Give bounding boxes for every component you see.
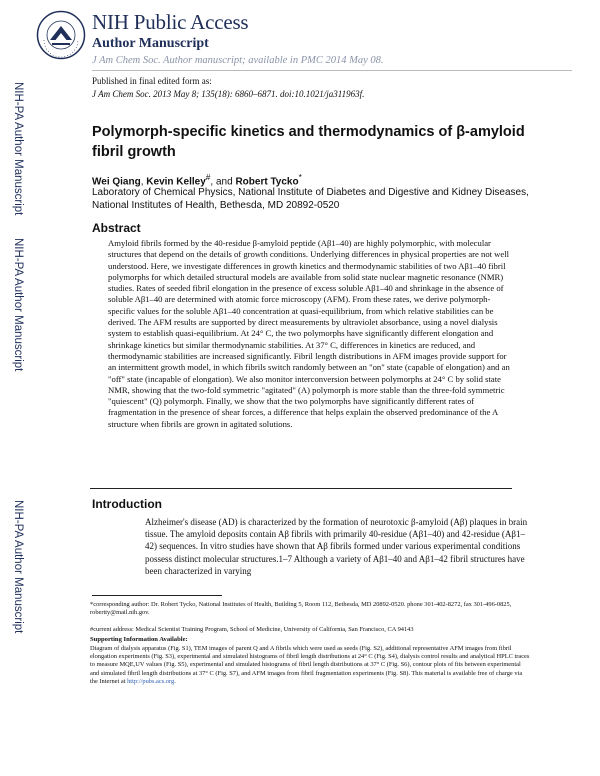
citation	[92, 89, 364, 99]
nih-seal-logo	[36, 10, 86, 60]
supporting-info-heading: Supporting Information Available:	[90, 636, 188, 643]
footnote-divider	[92, 595, 222, 596]
article-title: Polymorph-specific kinetics and thermodynamics of β-amyloid fibril growth	[92, 124, 525, 160]
header-divider	[92, 70, 572, 71]
affiliation: Laboratory of Chemical Physics, National Institute of Diabetes and Digestive and Kidney Diseases, National Institutes of Health, Bethesda, MD 20892-0520	[92, 187, 529, 211]
introduction-heading: Introduction	[92, 497, 162, 511]
citation-text: J Am Chem Soc. 2013 May 8; 135(18): 6860–6871. doi:10.1021/ja311963f.	[92, 89, 365, 99]
abstract-body: Amyloid fibrils formed by the 40-residue β-amyloid peptide (Aβ1–40) are highly polymorphic, with molecular structures that depend on the details of growth conditions. Underlying differences in physical properties are not well understood. Here, we investigate differences in growth kinetics and thermodynamic stabilities of two Aβ1–40 fibril polymorphs for which detailed structural models are available from solid state nuclear magnetic resonance (NMR) studies. Rates of seeded fibril elongation in the presence of excess soluble Aβ1–40 and shrinkage in the absence of soluble Aβ1–40 are determined with atomic force microscopy (AFM). From these rates, we derive polymorph-specific values for the soluble Aβ1–40 concentration at quasi-equilibrium, from which relative stabilities can be derived. The AFM results are supported by direct measurements by ultraviolet absorbance, using a novel dialysis system to establish quasi-equilibrium. At 24° C, the two polymorphs have significantly different elongation and shrinkage kinetics but similar thermodynamic stabilities. At 37° C, differences in kinetics are reduced, and thermodynamic stabilities are increased significantly. Fibril length distributions in AFM images provide support for an intermittent growth model, in which fibrils switch randomly between an "on" state (capable of elongation) and an "off" state (incapable of elongation). We also monitor interconversion between polymorphs at 24° C by solid state NMR, showing that the two-fold symmetric "agitated" (A) polymorph is more stable than the three-fold symmetric "quiescent" (Q) polymorph. Finally, we show that the two polymorphs have significantly different rates of fragmentation in the presence of shear forces, a difference that helps explain the observed predominance of the A structure when fibrils are grown in agitated solutions.	[108, 238, 510, 429]
supporting-info-text	[90, 645, 530, 686]
header-title: NIH Public Access	[92, 10, 249, 34]
footnote-current-address: #current address: Medical Scientist Training Program, School of Medicine, University of California, San Francisco, CA 94143	[90, 626, 414, 633]
author-separator: ,	[140, 176, 144, 188]
published-label: Published in final edited form as:	[92, 76, 212, 86]
author-separator-and: , and	[210, 176, 233, 188]
author-2-mark: #	[205, 172, 211, 182]
side-banner-middle: NIH-PA Author Manuscript	[12, 238, 24, 372]
author-3-mark: *	[298, 172, 302, 182]
introduction-body: Alzheimer's disease (AD) is characterized by the formation of neurotoxic β-amyloid (Aβ) plaques in brain tissue. The amyloid deposits contain Aβ fibrils with primarily 40-residue (Aβ1–40) and 42-residue (Aβ1–42) sequences. In vitro studies have shown that Aβ fibrils formed under various experimental conditions possess distinct molecular structures.1–7 Although a variety of Aβ1–40 and Aβ1–42 fibril structures have been characterized in varying	[145, 517, 528, 576]
header-availability: J Am Chem Soc. Author manuscript; available in PMC 2014 May 08.	[92, 55, 384, 66]
abstract-heading: Abstract	[92, 221, 141, 235]
abstract-divider	[90, 488, 512, 489]
side-banner-bottom: NIH-PA Author Manuscript	[12, 500, 24, 634]
author-2: Kevin Kelley	[146, 176, 206, 188]
header-subtitle: Author Manuscript	[92, 36, 209, 51]
side-banner-top: NIH-PA Author Manuscript	[12, 82, 24, 216]
footnote-corresponding-author: *corresponding author: Dr. Robert Tycko, National Institutes of Health, Building 5, Room 112, Bethesda, MD 20892-0520. phone 301-402-8272, fax 301-496-0825, robertty@mail.nih.gov.	[90, 601, 512, 617]
author-1: Wei Qiang	[92, 176, 141, 188]
author-3: Robert Tycko	[235, 176, 299, 188]
supporting-info-link[interactable]: http://pubs.acs.org	[127, 677, 175, 685]
supporting-info-end: .	[174, 677, 176, 685]
supporting-info-body: Diagram of dialysis apparatus (Fig. S1), TEM images of parent Q and A fibrils which were used as seeds (Fig. S2), additional representative AFM images from fibril elongation experiments (Fig. S3), experimental and simulated histograms of fibril length distributions at 24° C (Fig. S4), dialysis control results and analytical HPLC traces to measure MQE,UV values (Fig. S5), experimental and simulated histograms of fibril length distributions at 37° C (Fig. S6), contour plots of fits between experimental and simulated fibril length distributions at 37° C (Fig. S7), and AFM images from fibril fragmentation experiments (Fig. S8). This material is available free of charge via the Internet at	[90, 645, 530, 685]
